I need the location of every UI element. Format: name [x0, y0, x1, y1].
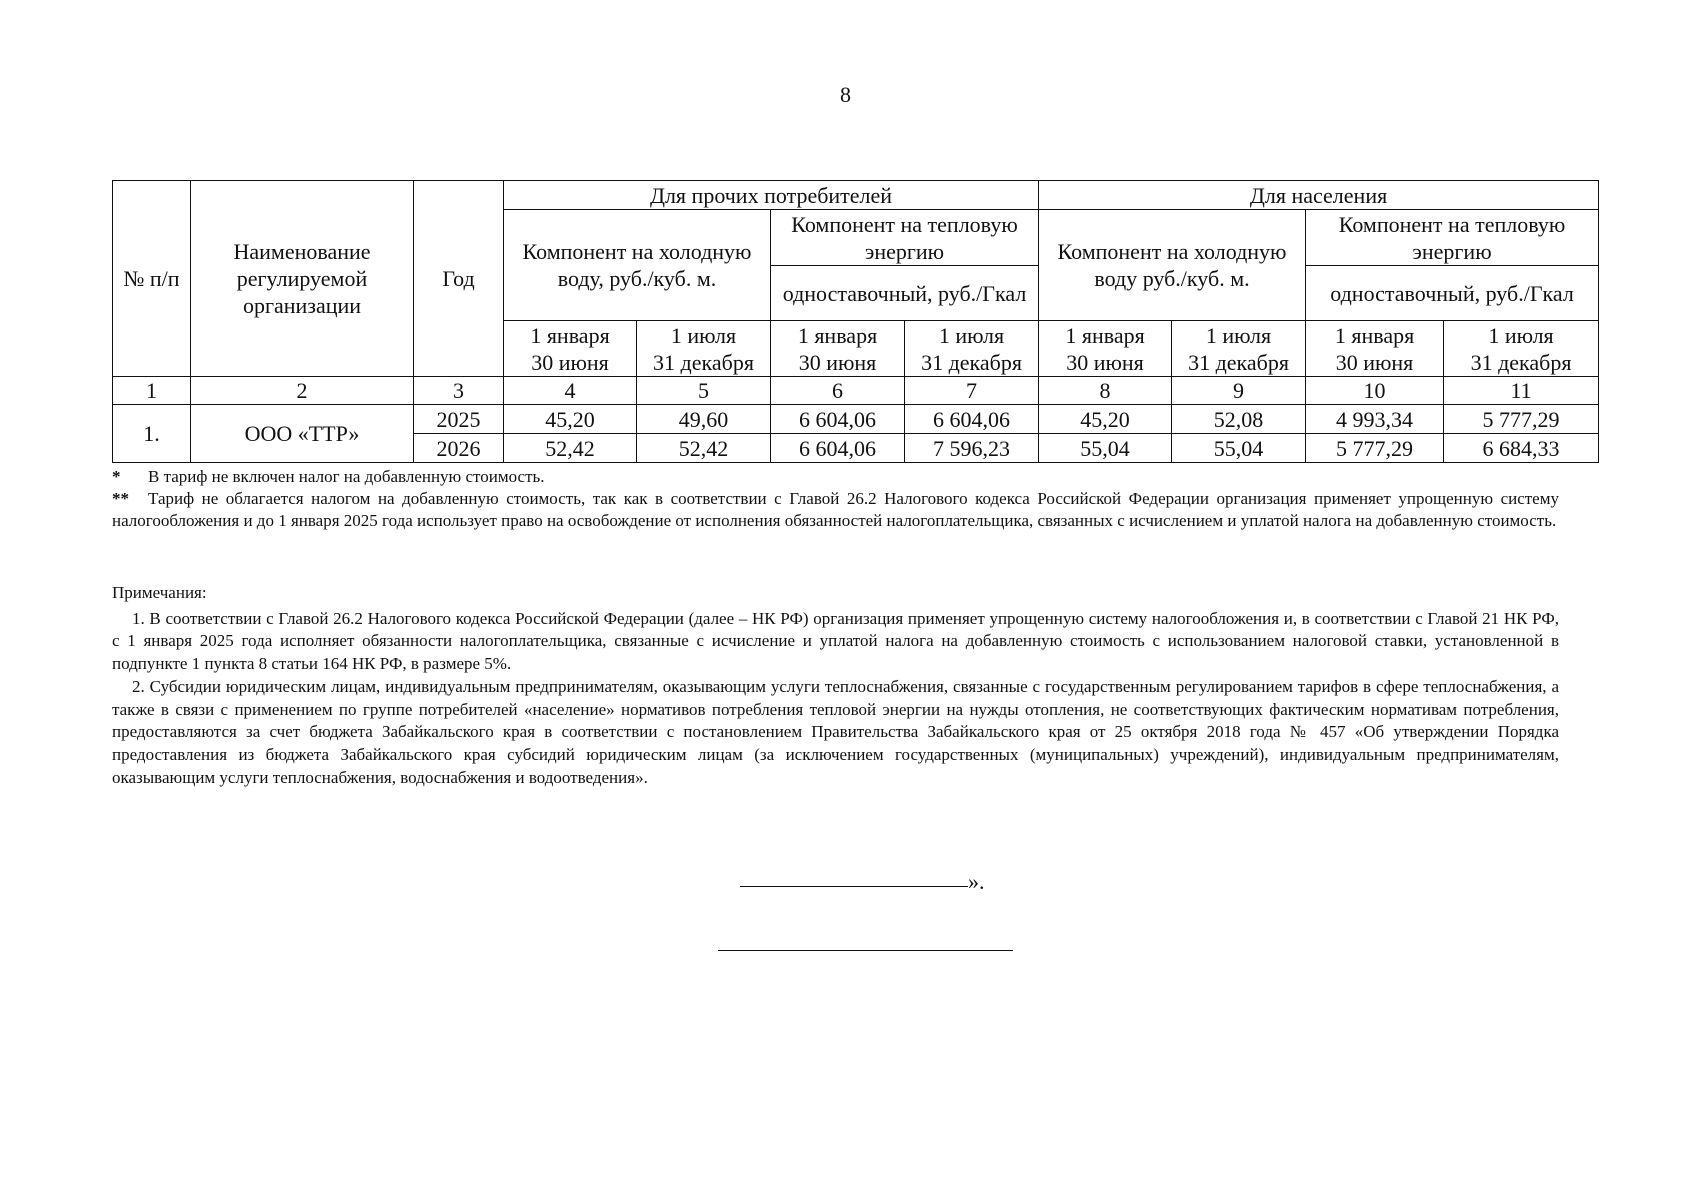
page-number: 8: [840, 82, 851, 107]
other-heat-unit: одноставочный, руб./Гкал: [771, 266, 1039, 321]
row-number: 1.: [113, 405, 191, 463]
footnote: [112, 466, 1559, 488]
period-header: 1 июля 31 декабря: [637, 321, 771, 377]
column-number-row: [113, 377, 1599, 405]
column-number: 4: [504, 377, 637, 405]
footnote-text: Тариф не облагается налогом на добавленную стоимость, так как в соответствии с Главой 26.2 Налогового кодекса Российской Федерации организация применяет упрощенную систему налогообложения и до 1 января 2025 года использует право на освобождение от исполнения обязанностей налогоплательщика, связанных с исчислением и уплатой налога на добавленную стоимость.: [112, 489, 1559, 530]
value-cell: 52,08: [1172, 405, 1306, 434]
notes-title: Примечания:: [112, 583, 207, 602]
table-row: [113, 405, 1599, 434]
value-cell: 52,42: [637, 434, 771, 463]
col-num-header: № п/п: [113, 181, 191, 377]
org-name: ООО «ТТР»: [191, 405, 414, 463]
column-number: 1: [113, 377, 191, 405]
footnote: [112, 488, 1559, 532]
value-cell: 6 604,06: [771, 405, 905, 434]
value-cell: 6 604,06: [771, 434, 905, 463]
value-cell: 4 993,34: [1306, 405, 1444, 434]
bottom-rule: [718, 950, 1013, 951]
col-name-header: Наименование регулируемой организации: [191, 181, 414, 377]
pop-heat-header: Компонент на тепловую энергию: [1306, 210, 1599, 266]
other-heat-header: Компонент на тепловую энергию: [771, 210, 1039, 266]
value-cell: 5 777,29: [1306, 434, 1444, 463]
column-number: 10: [1306, 377, 1444, 405]
column-number: 8: [1039, 377, 1172, 405]
notes: [112, 582, 1559, 789]
group-other-header: Для прочих потребителей: [504, 181, 1039, 210]
tariff-table: [112, 180, 1599, 463]
period-header: 1 июля 31 декабря: [905, 321, 1039, 377]
pop-cold-water-header: Компонент на холодную воду руб./куб. м.: [1039, 210, 1306, 321]
column-number: 11: [1444, 377, 1599, 405]
note-item: 2. Субсидии юридическим лицам, индивидуальным предпринимателям, оказывающим услуги теплоснабжения, связанные с государственным регулированием тарифов в сфере теплоснабжения, а также в связи с применением по группе потребителей «население» нормативов потребления тепловой энергии на нужды отопления, не соответствующих фактическим нормативам потребления, предоставляются за счет бюджета Забайкальского края в соответствии с постановлением Правительства Забайкальского края от 25 октября 2018 года № 457 «Об утверждении Порядка предоставления из бюджета Забайкальского края субсидий юридическим лицам (за исключением государственных (муниципальных) учреждений), индивидуальным предпринимателям, оказывающим услуги теплоснабжения, водоснабжения и водоотведения».: [112, 676, 1559, 787]
period-header: 1 января 30 июня: [504, 321, 637, 377]
value-cell: 49,60: [637, 405, 771, 434]
closing-mark: [740, 868, 985, 895]
column-number: 3: [414, 377, 504, 405]
column-number: 7: [905, 377, 1039, 405]
value-cell: 45,20: [504, 405, 637, 434]
footnote-mark: **: [112, 489, 129, 508]
year-cell: 2025: [414, 405, 504, 434]
column-number: 2: [191, 377, 414, 405]
year-cell: 2026: [414, 434, 504, 463]
col-year-header: Год: [414, 181, 504, 377]
value-cell: 6 684,33: [1444, 434, 1599, 463]
value-cell: 7 596,23: [905, 434, 1039, 463]
column-number: 6: [771, 377, 905, 405]
value-cell: 45,20: [1039, 405, 1172, 434]
period-header: 1 июля 31 декабря: [1444, 321, 1599, 377]
footnotes: [112, 466, 1559, 532]
closing-underline: [740, 868, 968, 887]
value-cell: 52,42: [504, 434, 637, 463]
period-header: 1 января 30 июня: [1039, 321, 1172, 377]
footnote-mark: *: [112, 467, 121, 486]
pop-heat-unit: одноставочный, руб./Гкал: [1306, 266, 1599, 321]
group-population-header: Для населения: [1039, 181, 1599, 210]
column-number: 5: [637, 377, 771, 405]
other-cold-water-header: Компонент на холодную воду, руб./куб. м.: [504, 210, 771, 321]
period-header: 1 января 30 июня: [1306, 321, 1444, 377]
value-cell: 55,04: [1039, 434, 1172, 463]
period-header: 1 июля 31 декабря: [1172, 321, 1306, 377]
footnote-text: В тариф не включен налог на добавленную стоимость.: [148, 467, 545, 486]
column-number: 9: [1172, 377, 1306, 405]
note-item: 1. В соответствии с Главой 26.2 Налогового кодекса Российской Федерации (далее – НК РФ) организация применяет упрощенную систему налогообложения и, в соответствии с Главой 21 НК РФ, с 1 января 2025 года исполняет обязанности налогоплательщика, связанные с исчисление и уплатой налога на добавленную стоимость с использованием налоговой ставки, установленной в подпункте 1 пункта 8 статьи 164 НК РФ, в размере 5%.: [112, 608, 1559, 674]
closing-quote: ».: [968, 869, 985, 894]
value-cell: 6 604,06: [905, 405, 1039, 434]
value-cell: 55,04: [1172, 434, 1306, 463]
value-cell: 5 777,29: [1444, 405, 1599, 434]
period-header: 1 января 30 июня: [771, 321, 905, 377]
